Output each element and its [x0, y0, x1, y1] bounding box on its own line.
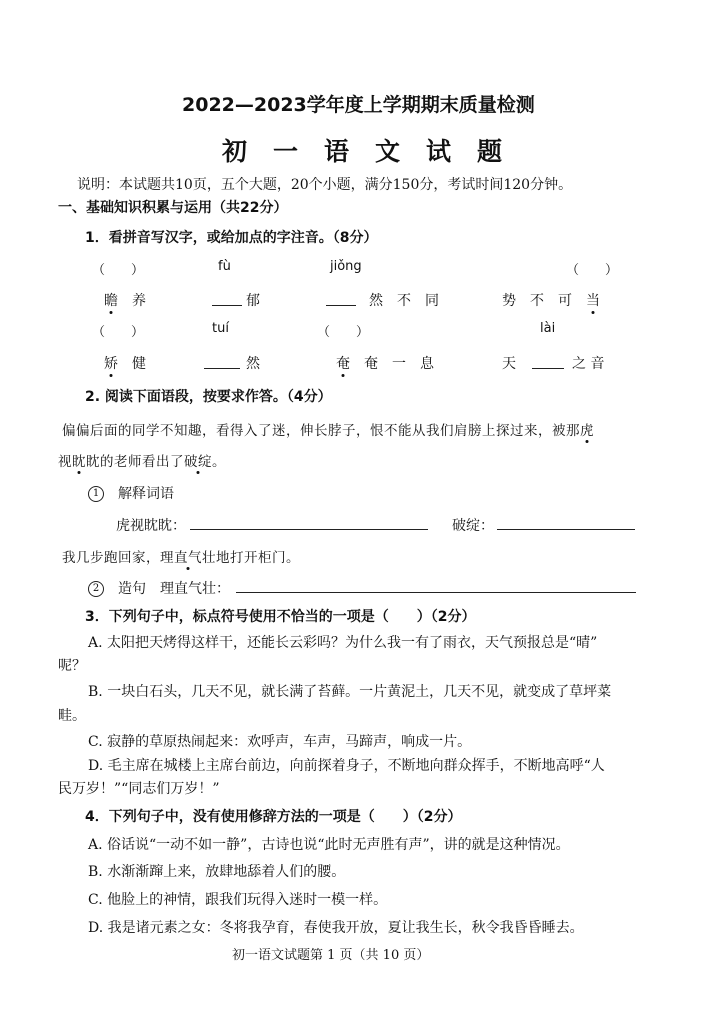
answer-paren: （ ）: [566, 263, 619, 278]
option-d: D. 毛主席在城楼上主席台前边，向前探着身子，不断地向群众挥手，不断地高呼“人: [88, 758, 605, 774]
exam-title: 2022—2023学年度上学期期末质量检测: [182, 94, 535, 116]
passage-text: 视眈眈的老师看出了破绽。: [58, 450, 226, 470]
answer-blank[interactable]: [204, 368, 240, 369]
answer-blank[interactable]: [326, 305, 356, 306]
option-b-cont: 畦。: [58, 708, 86, 724]
pinyin: fù: [218, 259, 231, 274]
option-c: C. 他脸上的神情，跟我们玩得入迷时一模一样。: [88, 892, 388, 908]
sub-item-1: 1 解释词语: [88, 483, 174, 503]
answer-paren: （ ）: [92, 263, 145, 278]
pinyin: jiǒng: [330, 259, 362, 274]
answer-blank[interactable]: [212, 305, 242, 306]
answer-blank[interactable]: [532, 368, 564, 369]
question-2-stem: 2. 阅读下面语段，按要求作答。（4分）: [85, 389, 332, 405]
answer-paren: （ ）: [317, 325, 370, 340]
circled-number: 2: [88, 581, 104, 597]
dotted-char: 矫: [104, 353, 118, 373]
option-d: D. 我是诸元素之女：冬将我孕育，春使我开放，夏让我生长，秋令我昏昏睡去。: [88, 920, 584, 936]
answer-blank[interactable]: [236, 592, 636, 593]
word-item: 天: [502, 356, 516, 372]
option-b: B. 一块白石头，几天不见，就长满了苔藓。一片黄泥土，几天不见，就变成了草坪菜: [88, 684, 612, 700]
option-a: A. 太阳把天烤得这样干，还能长云彩吗？为什么我一有了雨衣，天气预报总是“晴”: [88, 635, 598, 651]
term-label: 破绽：: [452, 518, 494, 534]
answer-blank[interactable]: [497, 529, 635, 530]
pinyin: tuí: [212, 321, 229, 336]
word-item: 势 不 可 当: [502, 290, 600, 310]
term-label: 虎视眈眈：: [116, 518, 186, 534]
word-item: 之 音: [572, 356, 605, 372]
passage-text: 偏偏后面的同学不知趣，看得入了迷，伸长脖子，恨不能从我们肩膀上探过来，被那虎: [62, 419, 594, 439]
word-item: 然: [246, 356, 260, 372]
word-item: 矫 健: [104, 353, 146, 373]
word-item: 然 不 同: [369, 293, 439, 309]
exam-subtitle: 初一语文试题: [222, 137, 529, 166]
sub-item-2: 2 造句 理直气壮：: [88, 578, 230, 598]
pinyin: lài: [540, 321, 556, 336]
answer-paren: （ ）: [92, 325, 145, 340]
dotted-char: 奄: [336, 353, 350, 373]
option-a: A. 俗话说“一动不如一静”，古诗也说“此时无声胜有声”，讲的就是这种情况。: [88, 837, 570, 853]
option-a-cont: 呢？: [58, 658, 86, 674]
question-3-stem: 3．下列句子中，标点符号使用不恰当的一项是（ ）（2分）: [85, 609, 476, 625]
dotted-char: 当: [586, 290, 600, 310]
question-1-stem: 1．看拼音写汉字，或给加点的字注音。（8分）: [85, 230, 378, 246]
option-c: C. 寂静的草原热闹起来：欢呼声，车声，马蹄声，响成一片。: [88, 734, 472, 750]
word-item: 郁: [246, 293, 260, 309]
exam-note: 说明：本试题共10页，五个大题，20个小题，满分150分，考试时间120分钟。: [77, 177, 573, 193]
option-d-cont: 民万岁！”“同志们万岁！”: [58, 781, 220, 797]
answer-blank[interactable]: [190, 529, 428, 530]
option-b: B. 水渐渐蹿上来，放肆地舔着人们的腰。: [88, 864, 346, 880]
word-item: 奄 奄 一 息: [336, 353, 434, 373]
passage-text: 我几步跑回家，理直气壮地打开柜门。: [62, 546, 300, 566]
circled-number: 1: [88, 486, 104, 502]
page-footer: 初一语文试题第 1 页（共 10 页）: [232, 948, 430, 963]
dotted-char: 瞻: [104, 290, 118, 310]
question-4-stem: 4．下列句子中，没有使用修辞方法的一项是（ ）（2分）: [85, 809, 462, 825]
section-heading: 一、基础知识积累与运用（共22分）: [58, 200, 288, 216]
word-item: 瞻 养: [104, 290, 146, 310]
